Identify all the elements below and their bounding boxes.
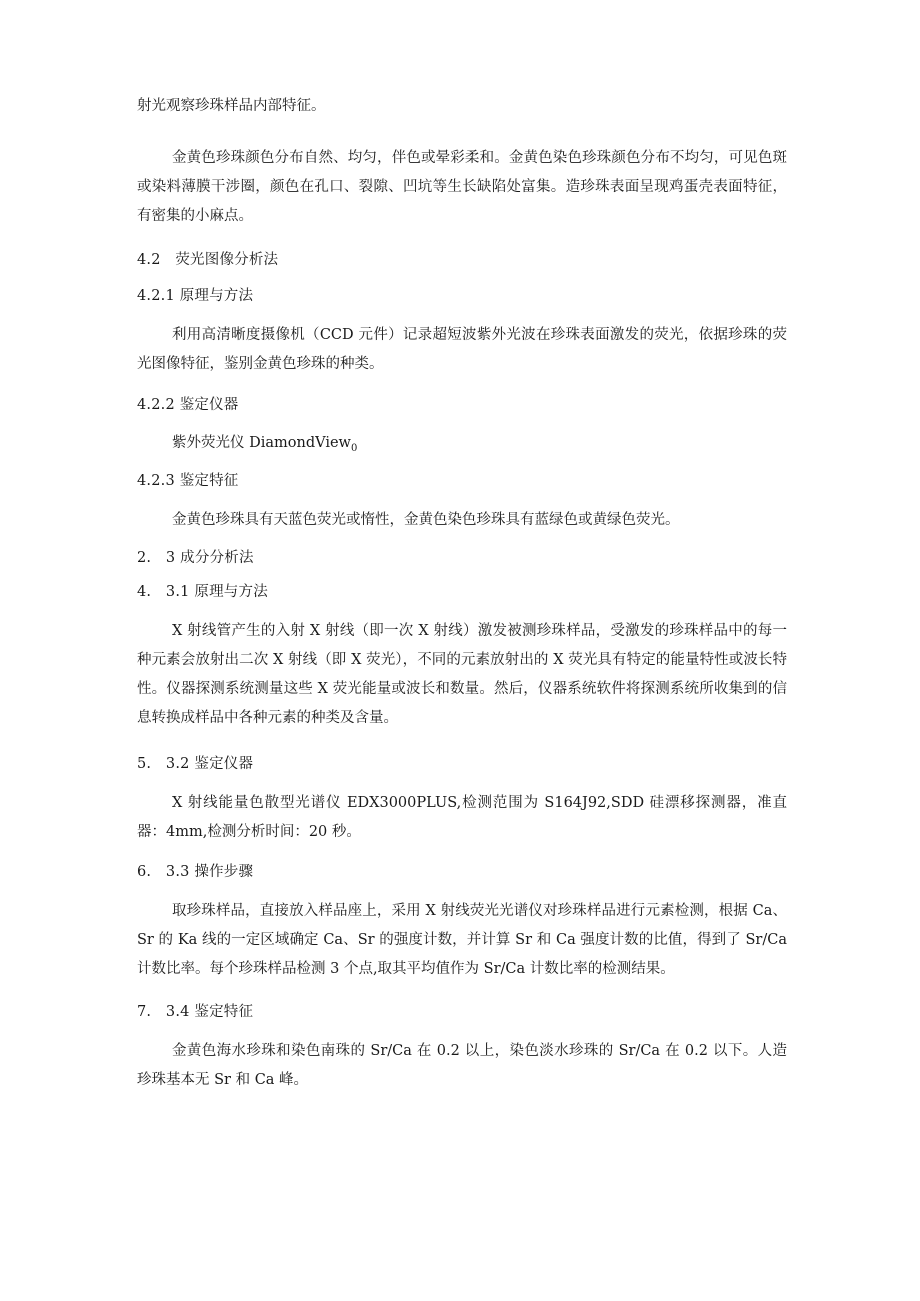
paragraph-3-1: X 射线管产生的入射 X 射线（即一次 X 射线）激发被测珍珠样品，受激发的珍珠样品中的每一种元素会放射出二次 X 射线（即 X 荧光），不同的元素放射出的 X 荧光具有特定的能量特性或波长特性。仪器探测系统测量这些 X 荧光能量或波长和数量。然后，仪器系统软件将探测系统所收集到的信息转换成样品中各种元素的种类及含量。 (137, 623, 787, 726)
paragraph-color-features: 金黄色珍珠颜色分布自然、均匀，伴色或晕彩柔和。金黄色染色珍珠颜色分布不均匀，可见色斑或染料薄膜干涉圈，颜色在孔口、裂隙、凹坑等生长缺陷处富集。造珍珠表面呈现鸡蛋壳表面特征，有密集的小麻点。 (137, 150, 787, 224)
heading-3-4: 7. 3.4 鉴定特征 (137, 1004, 254, 1020)
paragraph-3-4: 金黄色海水珍珠和染色南珠的 Sr/Ca 在 0.2 以上，染色淡水珍珠的 Sr/Ca 在 0.2 以下。人造珍珠基本无 Sr 和 Ca 峰。 (137, 1043, 787, 1088)
instrument-subscript: 0 (350, 442, 358, 454)
heading-3-2: 5. 3.2 鉴定仪器 (137, 756, 254, 772)
paragraph-3-3: 取珍珠样品，直接放入样品座上，采用 X 射线荧光光谱仪对珍珠样品进行元素检测，根据 Ca、Sr 的 Ka 线的一定区域确定 Ca、Sr 的强度计数，并计算 Sr 和 Ca 强度计数的比值，得到了 Sr/Ca 计数比率。每个珍珠样品检测 3 个点,取其平均值作为 Sr/Ca 计数比率的检测结果。 (137, 903, 787, 977)
paragraph-3-2: X 射线能量色散型光谱仪 EDX3000PLUS,检测范围为 S164J92,SDD 硅漂移探测器，准直器：4mm,检测分析时间：20 秒。 (137, 795, 787, 840)
paragraph-4-2-3: 金黄色珍珠具有天蓝色荧光或惰性，金黄色染色珍珠具有蓝绿色或黄绿色荧光。 (172, 512, 680, 528)
heading-3-1: 4. 3.1 原理与方法 (137, 584, 268, 600)
heading-4-2-2: 4.2.2 鉴定仪器 (137, 397, 239, 413)
instrument-name: 紫外荧光仪 DiamondView (172, 435, 351, 451)
paragraph-4-2-2 (137, 429, 787, 463)
heading-4-2: 4.2 荧光图像分析法 (137, 252, 279, 268)
paragraph-4-2-1: 利用高清晰度摄像机（CCD 元件）记录超短波紫外光波在珍珠表面激发的荧光，依据珍珠的荧光图像特征，鉴别金黄色珍珠的种类。 (137, 327, 787, 372)
heading-4-2-3: 4.2.3 鉴定特征 (137, 473, 239, 489)
heading-3: 2. 3 成分分析法 (137, 550, 254, 566)
heading-4-2-1: 4.2.1 原理与方法 (137, 288, 254, 304)
paragraph-continuation: 射光观察珍珠样品内部特征。 (137, 98, 326, 114)
heading-3-3: 6. 3.3 操作步骤 (137, 864, 254, 880)
